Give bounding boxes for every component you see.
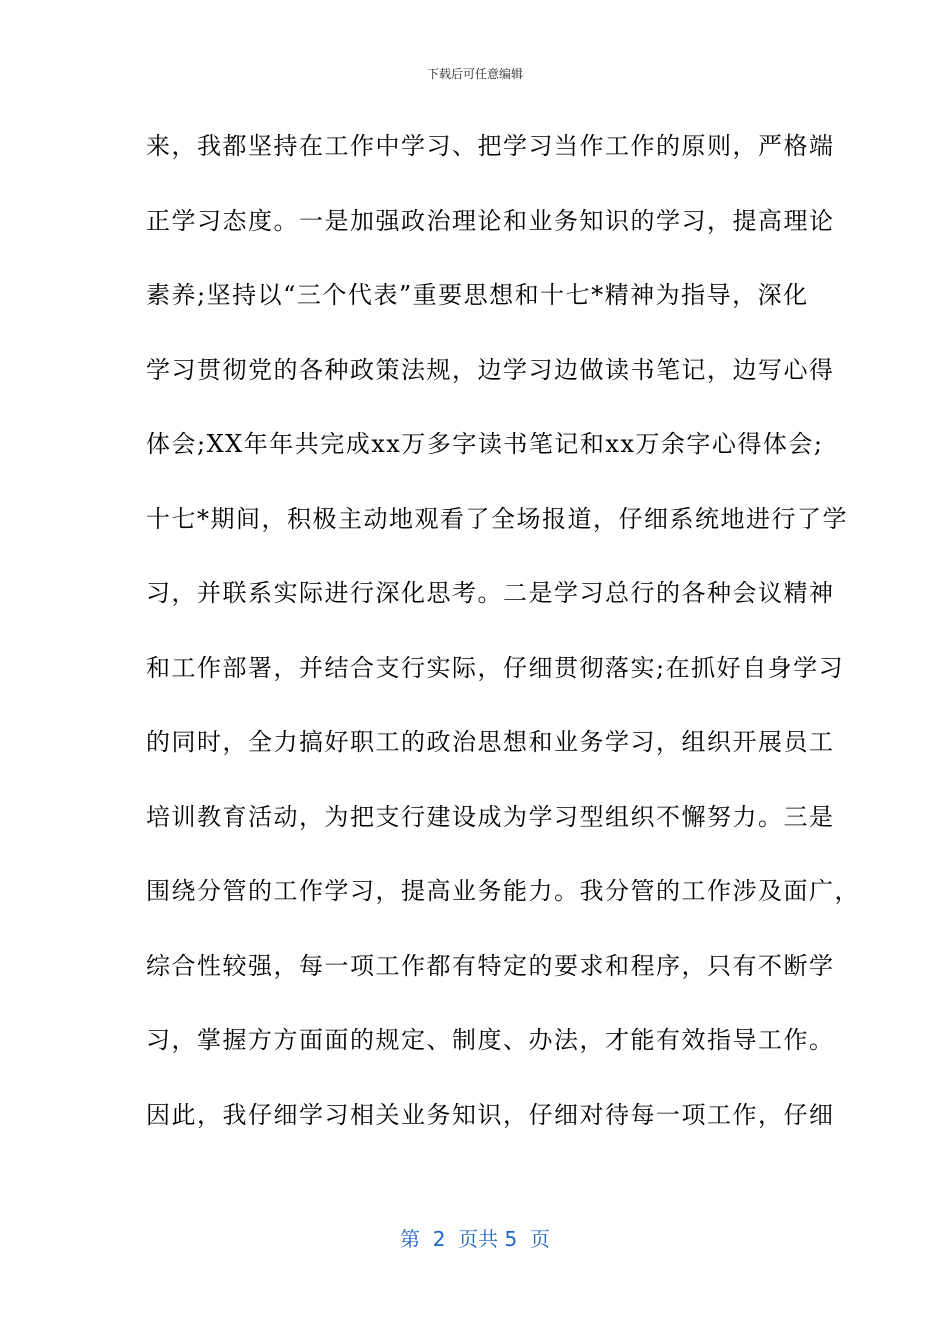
text-line: 围绕分管的工作学习，提高业务能力。我分管的工作涉及面广， — [146, 877, 860, 905]
document-body — [146, 126, 860, 1169]
text-line: 习，掌握方方面面的规定、制度、办法，才能有效指导工作。 — [146, 1026, 835, 1054]
page-header: 下载后可任意编辑 — [426, 67, 523, 81]
text-line: 学习贯彻党的各种政策法规，边学习边做读书笔记，边写心得 — [146, 355, 835, 384]
text-line: 综合性较强，每一项工作都有特定的要求和程序，只有不断学 — [146, 951, 835, 980]
text-line: 体会;XX年年共完成xx万多字读书笔记和xx万余字心得体会; — [146, 430, 824, 458]
text-line: 十七*期间，积极主动地观看了全场报道，仔细系统地进行了学 — [146, 504, 848, 533]
text-line: 培训教育活动，为把支行建设成为学习型组织不懈努力。三是 — [146, 802, 835, 831]
text-line: 和工作部署，并结合支行实际，仔细贯彻落实;在抓好自身学习 — [146, 653, 845, 682]
text-line: 习，并联系实际进行深化思考。二是学习总行的各种会议精神 — [146, 579, 835, 607]
text-line: 因此，我仔细学习相关业务知识，仔细对待每一项工作，仔细 — [146, 1100, 835, 1129]
text-line: 正学习态度。一是加强政治理论和业务知识的学习，提高理论 — [146, 206, 835, 235]
page-number: 第 2 页共 5 页 — [400, 1227, 550, 1251]
text-line: 来，我都坚持在工作中学习、把学习当作工作的原则，严格端 — [146, 132, 835, 160]
text-line: 素养;坚持以“三个代表”重要思想和十七*精神为指导，深化 — [146, 281, 809, 309]
text-line: 的同时，全力搞好职工的政治思想和业务学习，组织开展员工 — [146, 728, 835, 756]
